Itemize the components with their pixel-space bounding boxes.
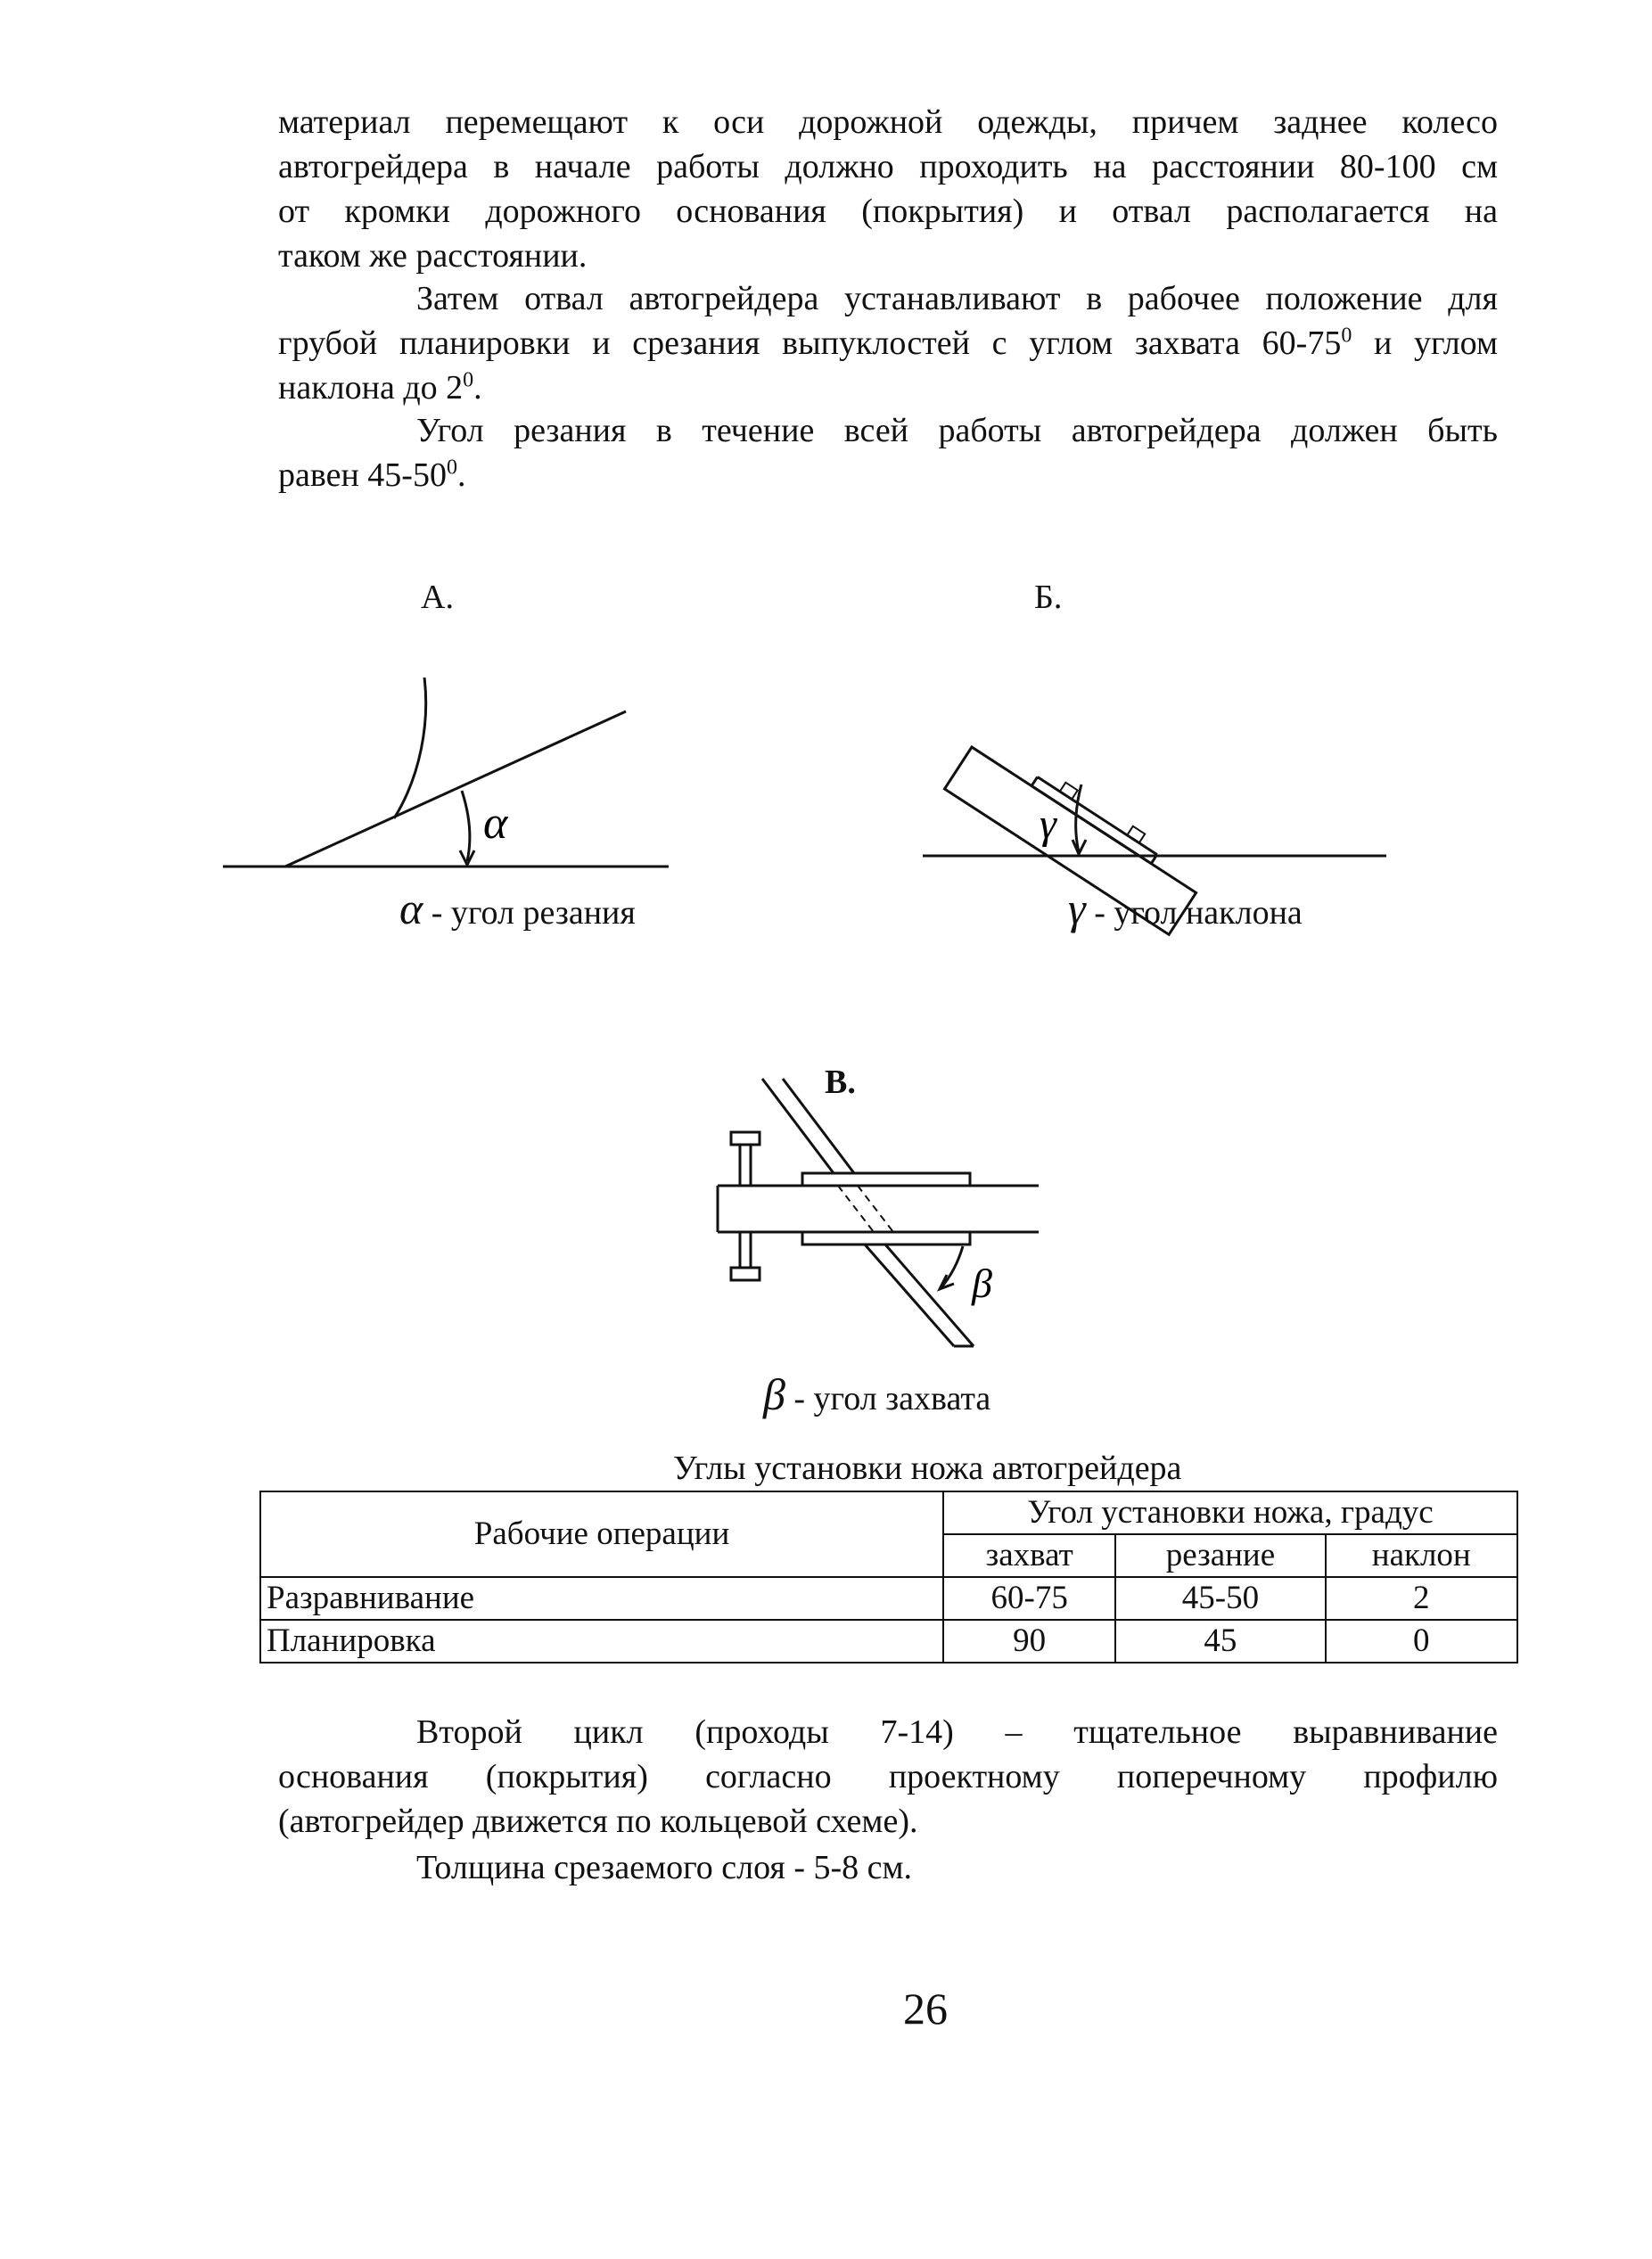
angle-label: γ (1040, 801, 1056, 848)
row-value: 90 (943, 1620, 1115, 1663)
text-line: от кромки дорожного основания (покрытия) и отвал располагается на (278, 193, 1498, 230)
figure-a-caption (399, 883, 636, 934)
degree-superscript: 0 (446, 456, 457, 480)
text-segment: и углом (1352, 324, 1498, 362)
row-operation: Планировка (260, 1620, 943, 1663)
figure-a-cutting-angle-diagram (214, 660, 678, 891)
text-line: таком же расстоянии. (278, 237, 588, 275)
text-segment: Затем отвал автогрейдера устанавливают в рабочее положение для (416, 280, 1498, 317)
text-line (278, 408, 1498, 453)
figure-v-capture-angle-diagram (704, 1079, 1061, 1355)
figure-v-label: В. (825, 1064, 856, 1101)
degree-superscript: 0 (1341, 324, 1352, 348)
text-segment: наклона до 2 (278, 369, 464, 407)
caption-text: - угол захвата (785, 1380, 991, 1417)
page-number: 26 (903, 1984, 948, 2033)
angle-label: β (972, 1261, 992, 1306)
text-segment: Второй цикл (проходы 7-14) – тщательное выравнивание (416, 1713, 1498, 1751)
paragraph-1 (278, 100, 1498, 278)
figure-a-label: А. (421, 579, 454, 616)
text-segment: равен 45-50 (278, 456, 447, 494)
paragraph-5 (278, 1845, 1498, 1890)
table-row (260, 1620, 1517, 1663)
beta-symbol: β (763, 1369, 785, 1419)
text-segment: Угол резания в течение всей работы автогрейдера должен быть (416, 412, 1498, 449)
text-line (278, 453, 1498, 497)
header-tilt: наклон (1326, 1534, 1517, 1577)
paragraph-4 (278, 1710, 1498, 1844)
paragraph-2 (278, 276, 1498, 410)
caption-text: - угол резания (423, 894, 636, 932)
row-value: 45 (1115, 1620, 1325, 1663)
degree-superscript: 0 (463, 368, 474, 392)
text-line: материал перемещают к оси дорожной одежды, причем заднее колесо (278, 103, 1498, 141)
table-title: Углы установки ножа автогрейдера (673, 1450, 1182, 1487)
header-capture: захват (943, 1534, 1115, 1577)
text-line (278, 321, 1498, 366)
alpha-symbol: α (399, 883, 423, 933)
text-line (278, 1845, 1498, 1890)
text-line: автогрейдера в начале работы должно проходить на расстоянии 80-100 см (278, 148, 1498, 185)
row-value: 2 (1326, 1577, 1517, 1620)
header-cutting: резание (1115, 1534, 1325, 1577)
blade-angles-table (259, 1491, 1518, 1663)
caption-text: - угол наклона (1085, 894, 1303, 932)
angle-label: α (483, 798, 508, 849)
row-operation: Разравнивание (260, 1577, 943, 1620)
text-segment: грубой планировки и срезания выпуклостей с углом захвата 60-75 (278, 324, 1342, 362)
row-value: 45-50 (1115, 1577, 1325, 1620)
row-value: 0 (1326, 1620, 1517, 1663)
text-line (278, 366, 1498, 410)
table-row (260, 1577, 1517, 1620)
figure-b-label: Б. (1034, 579, 1063, 616)
row-value: 60-75 (943, 1577, 1115, 1620)
figure-v-caption (763, 1368, 990, 1420)
text-line (278, 1710, 1498, 1754)
text-segment: Толщина срезаемого слоя - 5-8 см. (416, 1849, 913, 1886)
text-segment: . (456, 456, 466, 494)
figure-b-tilt-angle-diagram (918, 686, 1400, 891)
figure-b-caption (1068, 883, 1303, 934)
header-angle-group: Угол установки ножа, градус (943, 1491, 1517, 1534)
text-line (278, 276, 1498, 321)
table-header-row (260, 1491, 1517, 1534)
text-segment: . (473, 369, 482, 407)
header-operations: Рабочие операции (260, 1491, 943, 1577)
paragraph-3 (278, 408, 1498, 497)
text-line: основания (покрытия) согласно проектному поперечному профилю (278, 1758, 1498, 1795)
gamma-symbol: γ (1068, 883, 1086, 933)
text-line: (автогрейдер движется по кольцевой схеме). (278, 1803, 918, 1840)
